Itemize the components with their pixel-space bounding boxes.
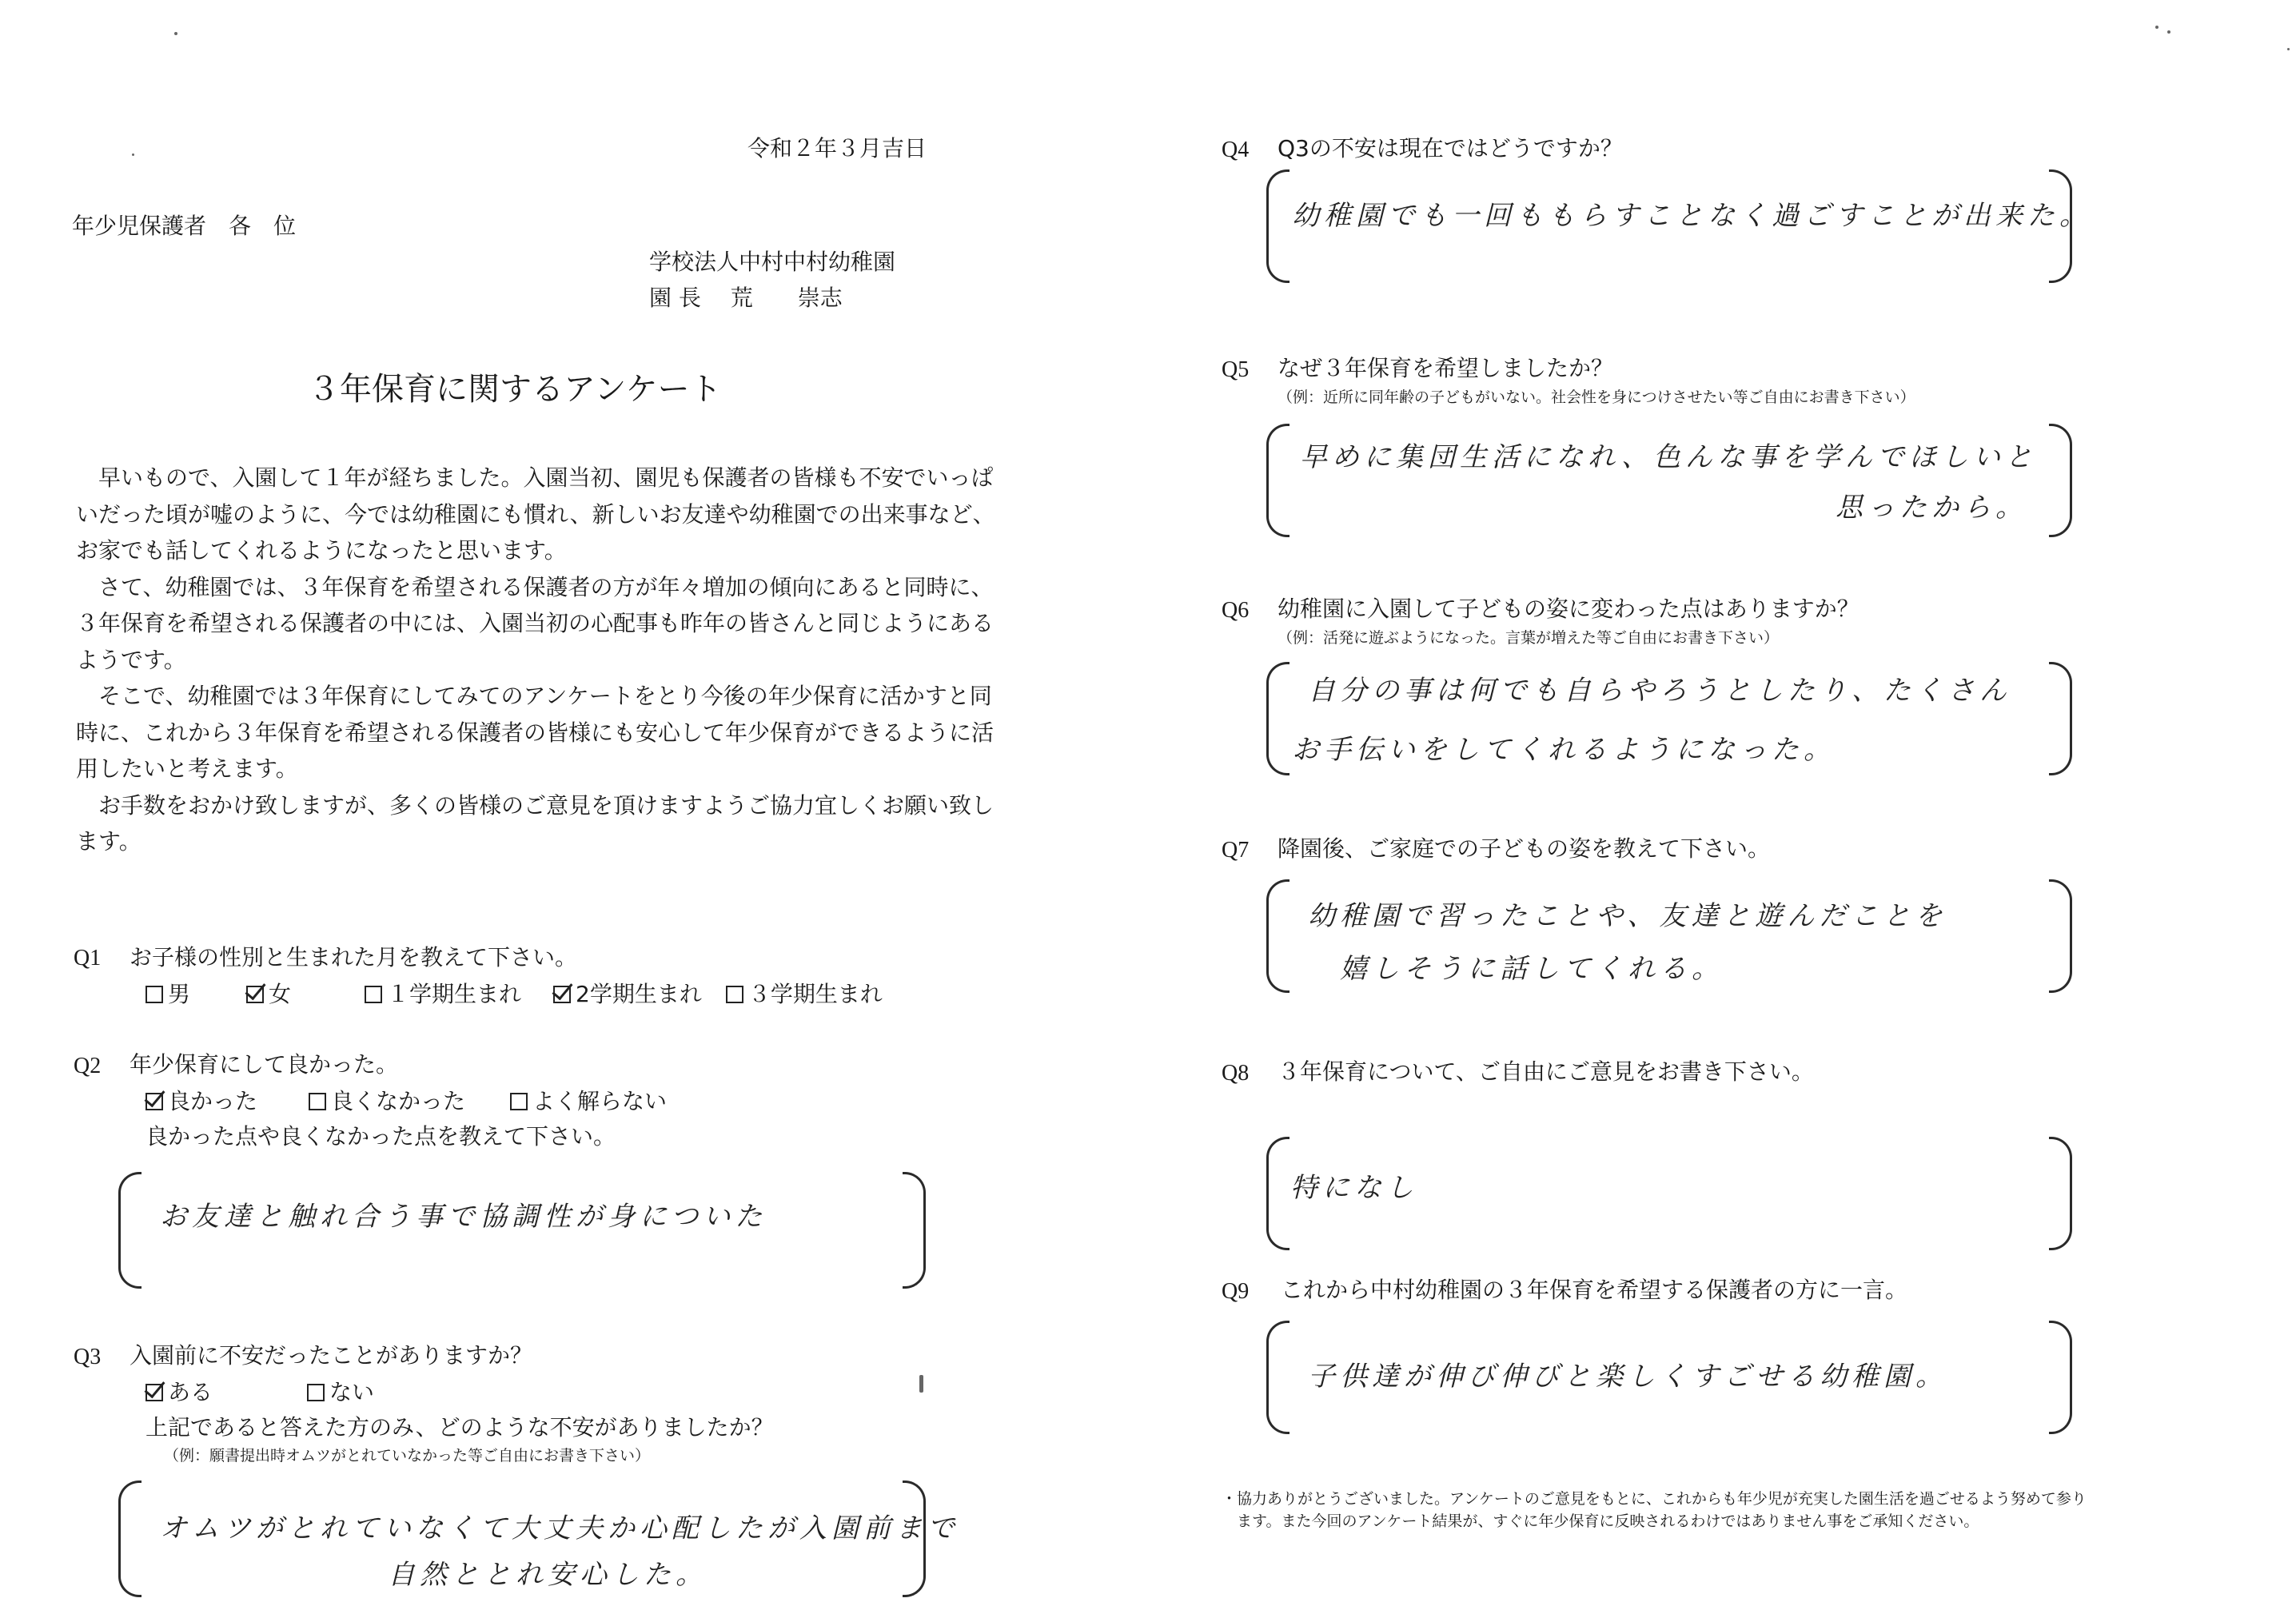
scan-mark	[919, 1375, 923, 1393]
q3-example: （例：願書提出時オムツがとれていなかった等ご自由にお書き下さい）	[164, 1447, 651, 1465]
intro-text	[76, 460, 995, 860]
q7-answer-line-2: 嬉しそうに話してくれる。	[1340, 953, 1724, 985]
q5-answer-line-1: 早めに集団生活になれ、色んな事を学んでほしいと	[1300, 441, 2038, 473]
q3-subquestion: 上記であると答えた方のみ、どのような不安がありましたか？	[145, 1414, 774, 1441]
q6-question: 幼稚園に入園して子どもの姿に変わった点はありますか？	[1278, 596, 1860, 622]
checkbox[interactable]	[510, 1093, 528, 1110]
q2-question: 年少保育にして良かった。	[130, 1051, 399, 1078]
q1-option-female[interactable]: 女	[246, 980, 291, 1009]
q8-number: Q8	[1222, 1061, 1250, 1086]
q5-answer-line-2: 思ったから。	[1836, 492, 2027, 524]
q6-answer-line-2: お手伝いをしてくれるようになった。	[1292, 734, 1836, 766]
scan-speck	[2155, 26, 2158, 29]
q4-question: Q3の不安は現在ではどうですか？	[1278, 135, 1623, 161]
intro-line: そこで、幼稚園では３年保育にしてみてのアンケートをとり今後の年少保育に活かすと同	[76, 683, 992, 709]
checkbox-checked[interactable]	[145, 1384, 163, 1401]
q5-question: なぜ３年保育を希望しましたか？	[1278, 355, 1614, 381]
footer-note-line-1: ・協力ありがとうございました。アンケートのご意見をもとに、これからも年少児が充実した園生活を過ごせるよう努めて参り	[1222, 1490, 2087, 1508]
q6-number: Q6	[1222, 598, 1250, 623]
intro-line: お家でも話してくれるようになったと思います。	[76, 537, 567, 564]
checkbox[interactable]	[309, 1093, 326, 1110]
q6-example: （例：活発に遊ぶようになった。言葉が増えた等ご自由にお書き下さい）	[1278, 629, 1780, 647]
q9-number: Q9	[1222, 1279, 1250, 1304]
q3-options	[145, 1378, 405, 1407]
principal: 園 長 荒 崇志	[649, 285, 843, 311]
q1-option-term2[interactable]: 2学期生まれ	[553, 980, 702, 1009]
intro-line: さて、幼稚園では、３年保育を希望される保護者の方が年々増加の傾向にあると同時に、	[76, 573, 994, 600]
footer-note-line-2: ます。また今回のアンケート結果が、すぐに年少保育に反映されるわけではありません事をご承知ください。	[1222, 1512, 1979, 1530]
q5-number: Q5	[1222, 357, 1250, 382]
q3-option-yes[interactable]: ある	[145, 1378, 213, 1407]
intro-line: いだった頃が嘘のように、今では幼稚園にも慣れ、新しいお友達や幼稚園での出来事など、	[76, 500, 995, 528]
checkbox[interactable]	[726, 986, 743, 1003]
scan-speck	[2287, 48, 2290, 50]
q7-question: 降園後、ご家庭での子どもの姿を教えて下さい。	[1278, 835, 1771, 862]
q1-question: お子様の性別と生まれた月を教えて下さい。	[130, 944, 578, 970]
checkbox-checked[interactable]	[145, 1093, 163, 1110]
right-page	[1148, 0, 2296, 1618]
q3-question: 入園前に不安だったことがありますか？	[130, 1342, 533, 1369]
recipient: 年少児保護者 各 位	[72, 213, 297, 239]
scan-speck	[2167, 30, 2170, 34]
q7-number: Q7	[1222, 838, 1250, 863]
q2-options	[145, 1087, 697, 1116]
intro-line: ３年保育を希望される保護者の中には、入園当初の心配事も昨年の皆さんと同じようにある	[76, 610, 995, 636]
q4-answer: 幼稚園でも一回ももらすことなく過ごすことが出来た。	[1292, 200, 2091, 232]
q1-option-male[interactable]: 男	[145, 980, 190, 1009]
checkbox[interactable]	[307, 1384, 325, 1401]
q3-answer-line-1: オムツがとれていなくて大丈夫か心配したが入園前まで	[160, 1512, 959, 1544]
checkbox-checked[interactable]	[553, 986, 571, 1003]
q2-number: Q2	[74, 1054, 102, 1078]
q7-answer-line-1: 幼稚園で習ったことや、友達と遊んだことを	[1308, 900, 1947, 932]
q8-answer: 特になし	[1290, 1172, 1418, 1204]
organization: 学校法人中村中村幼稚園	[649, 249, 896, 275]
q2-option-good[interactable]: 良かった	[145, 1087, 257, 1116]
intro-line: 早いもので、入園して１年が経ちました。入園当初、園児も保護者の皆様も不安でいっぱ	[76, 464, 994, 491]
q2-answer: お友達と触れ合う事で協調性が身についた	[160, 1201, 767, 1233]
q9-answer: 子供達が伸び伸びと楽しくすごせる幼稚園。	[1308, 1361, 1947, 1393]
scan-speck	[174, 32, 177, 35]
intro-line: 時に、これから３年保育を希望される保護者の皆様にも安心して年少保育ができるように活	[76, 719, 995, 746]
checkbox-checked[interactable]	[246, 986, 264, 1003]
q3-answer-line-2: 自然ととれ安心した。	[388, 1559, 708, 1591]
q4-number: Q4	[1222, 137, 1250, 162]
q1-options	[145, 980, 913, 1009]
checkbox[interactable]	[365, 986, 382, 1003]
q3-option-no[interactable]: ない	[307, 1378, 374, 1407]
date: 令和２年３月吉日	[747, 135, 927, 161]
q2-option-not-good[interactable]: 良くなかった	[309, 1087, 465, 1116]
scan-speck	[132, 153, 134, 156]
intro-line: ます。	[76, 828, 142, 855]
q1-number: Q1	[74, 946, 102, 970]
q6-answer-line-1: 自分の事は何でも自らやろうとしたり、たくさん	[1308, 675, 2011, 707]
q2-option-unsure[interactable]: よく解らない	[510, 1087, 667, 1116]
checkbox[interactable]	[145, 986, 163, 1003]
q5-example: （例：近所に同年齢の子どもがいない。社会性を身につけさせたい等ご自由にお書き下さい）	[1278, 389, 1915, 406]
q3-number: Q3	[74, 1345, 102, 1369]
q8-question: ３年保育について、ご自由にご意見をお書き下さい。	[1278, 1058, 1814, 1085]
intro-line: 用したいと考えます。	[76, 755, 298, 782]
q9-question: これから中村幼稚園の３年保育を希望する保護者の方に一言。	[1281, 1277, 1908, 1303]
intro-line: お手数をおかけ致しますが、多くの皆様のご意見を頂けますようご協力宜しくお願い致し	[76, 791, 995, 819]
page-title: ３年保育に関するアンケート	[308, 371, 722, 408]
q1-option-term1[interactable]: １学期生まれ	[365, 980, 521, 1009]
q2-subquestion: 良かった点や良くなかった点を教えて下さい。	[145, 1123, 616, 1150]
intro-line: ようです。	[76, 646, 186, 673]
q1-option-term3[interactable]: ３学期生まれ	[726, 980, 883, 1009]
